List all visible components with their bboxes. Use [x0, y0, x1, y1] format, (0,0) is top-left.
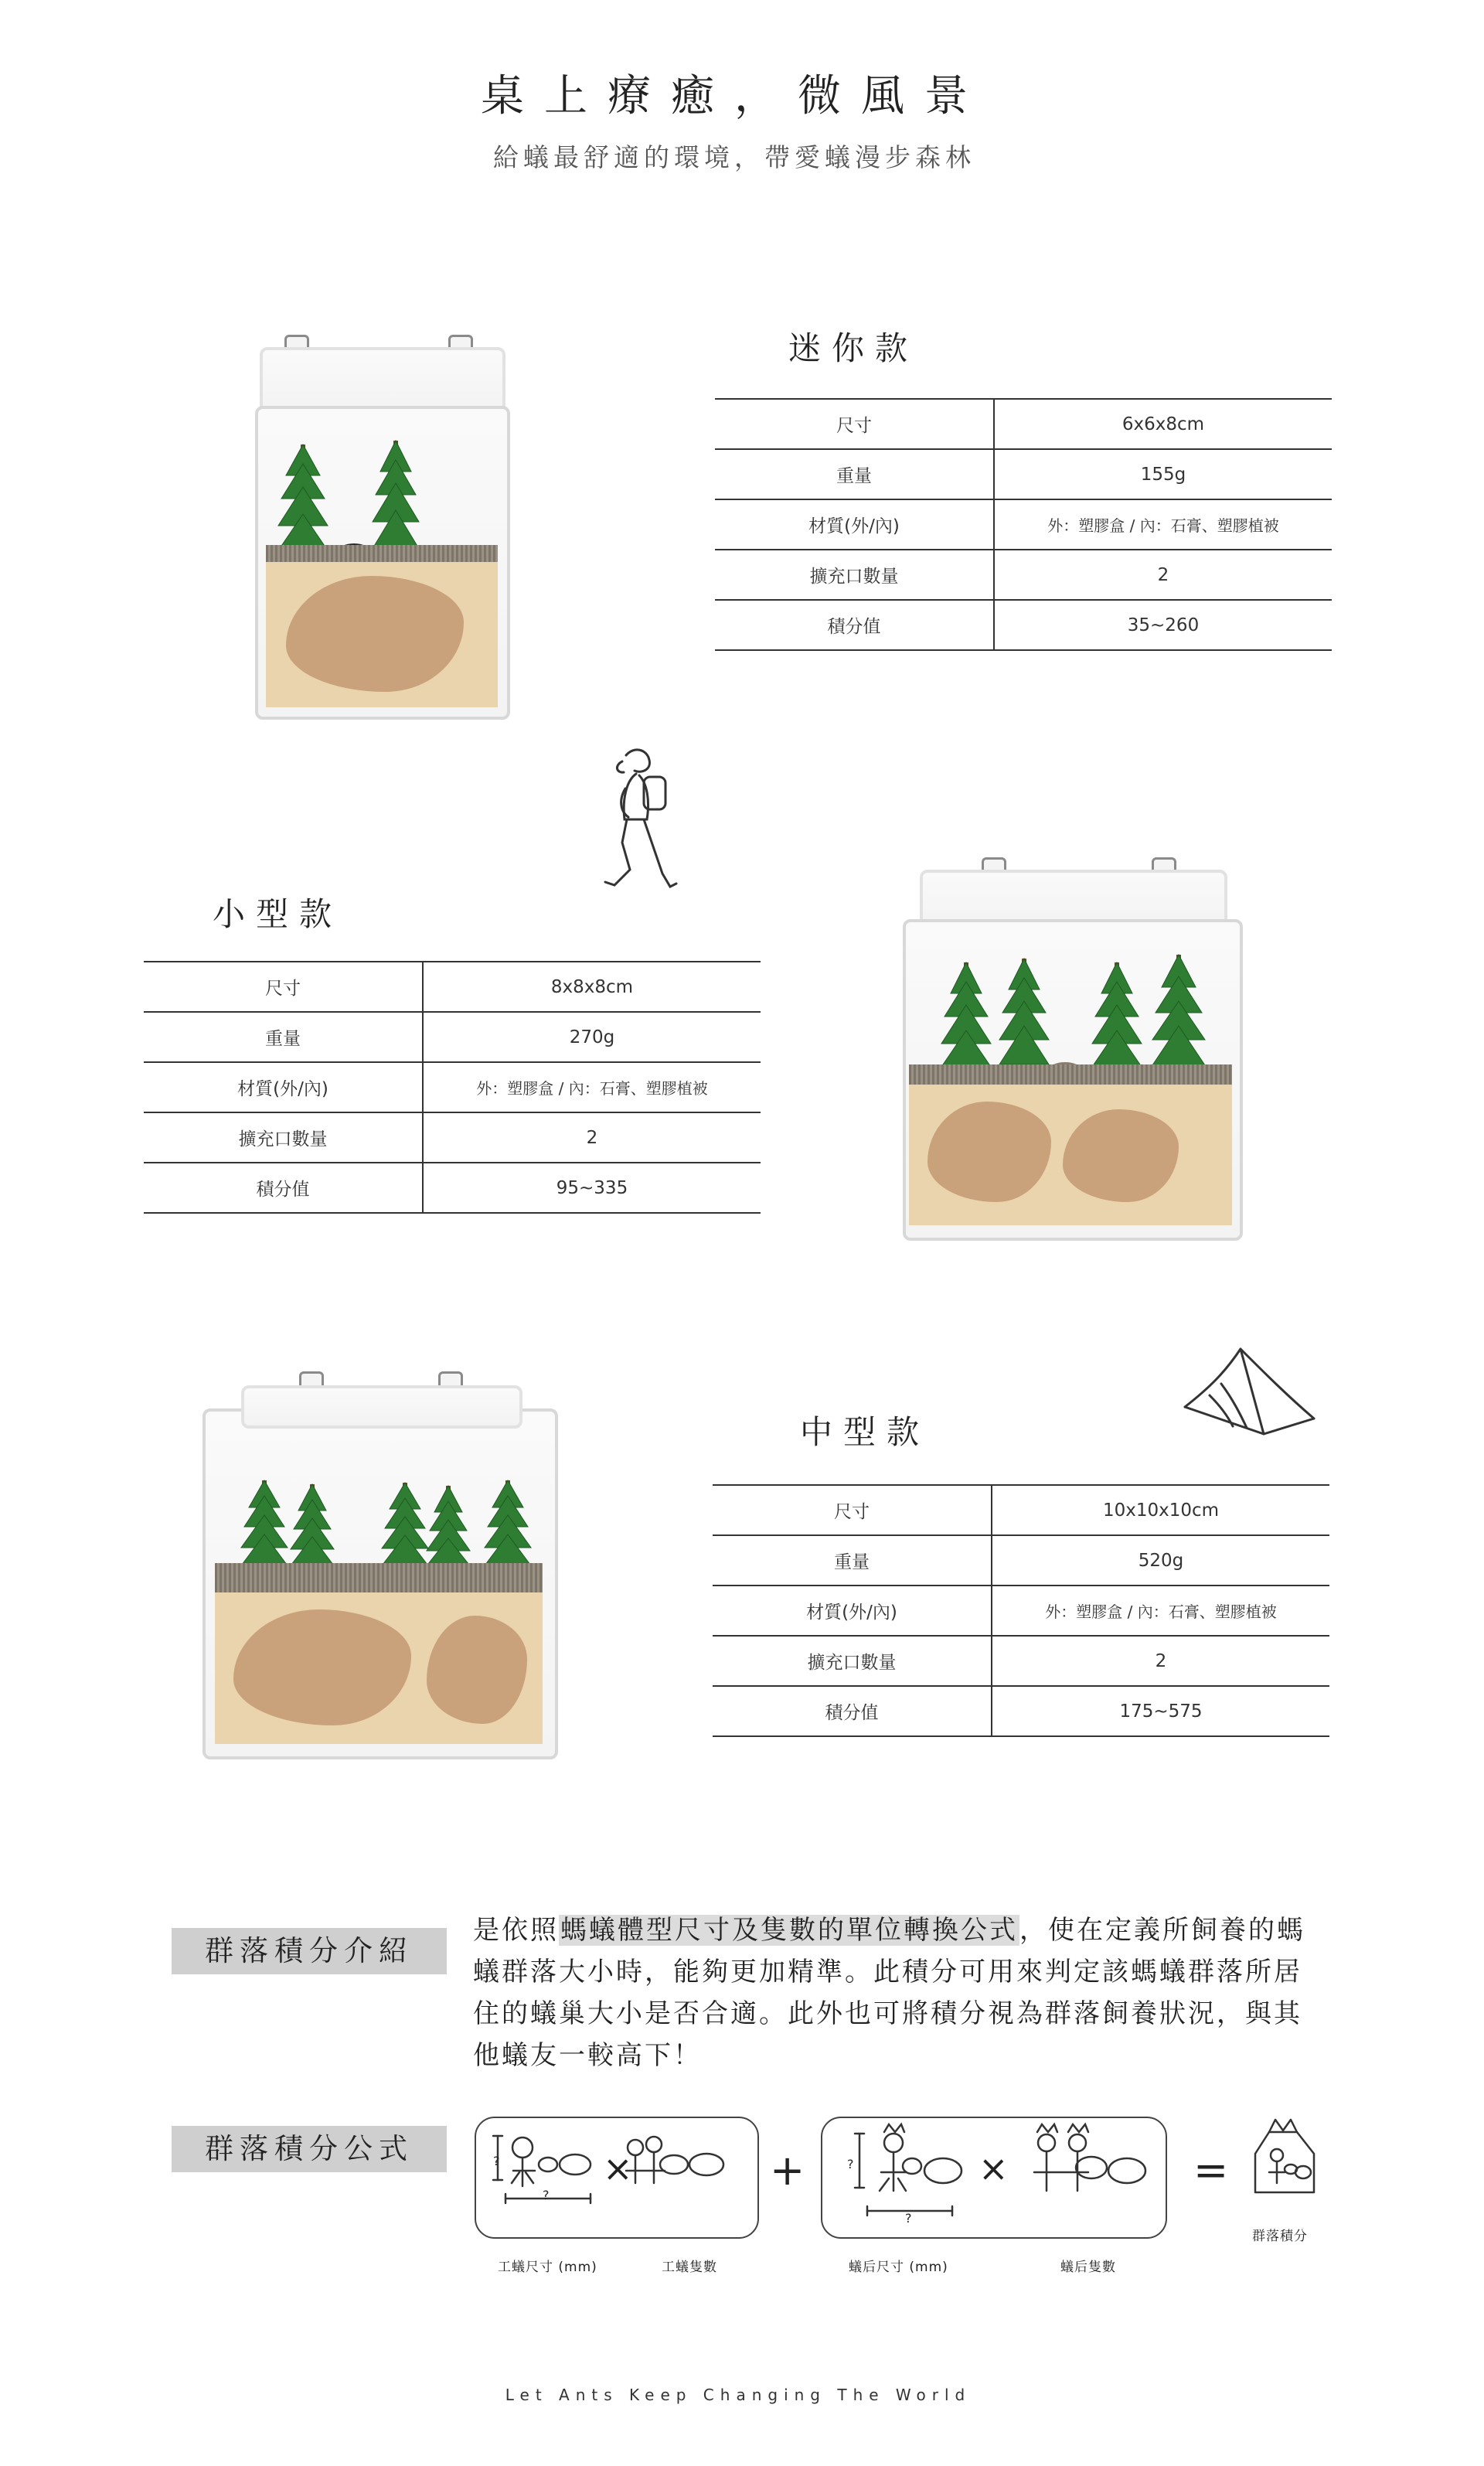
page-subtitle: 給蟻最舒適的環境，帶愛蟻漫步森林	[493, 142, 975, 172]
plus-operator: +	[770, 2146, 805, 2195]
table-row: 尺寸 8x8x8cm	[144, 962, 761, 1012]
medium-terrarium-photo	[203, 1368, 558, 1763]
table-row: 材質(外/內) 外：塑膠盒 / 內：石膏、塑膠植被	[144, 1062, 761, 1112]
tent-illustration	[1179, 1341, 1322, 1442]
hiker-illustration	[599, 746, 684, 904]
worker-size-unknown-v: ?	[493, 2154, 500, 2168]
table-row: 擴充口數量 2	[713, 1636, 1329, 1686]
worker-size-label: 工蟻尺寸 (mm)	[498, 2260, 597, 2275]
table-row: 積分值 35~260	[715, 600, 1332, 650]
table-row: 擴充口數量 2	[715, 550, 1332, 600]
table-row: 尺寸 10x10x10cm	[713, 1485, 1329, 1535]
spec-table-medium	[713, 1484, 1329, 1737]
score-intro-highlight: 螞蟻體型尺寸及隻數的單位轉換公式	[560, 1915, 1018, 1946]
product-name-medium: 中型款	[800, 1413, 931, 1451]
product-name-small: 小型款	[213, 895, 343, 933]
score-intro-label: 群落積分介紹	[172, 1928, 447, 1974]
worker-count-label: 工蟻隻數	[662, 2260, 717, 2275]
times-operator-1: ×	[603, 2148, 633, 2189]
table-row: 積分值 175~575	[713, 1686, 1329, 1736]
queen-size-label: 蟻后尺寸 (mm)	[849, 2260, 948, 2275]
table-row: 重量 155g	[715, 449, 1332, 499]
queen-count-label: 蟻后隻數	[1060, 2260, 1116, 2275]
equals-operator: =	[1193, 2146, 1229, 2195]
table-row: 材質(外/內) 外：塑膠盒 / 內：石膏、塑膠植被	[715, 499, 1332, 550]
table-row: 重量 270g	[144, 1012, 761, 1062]
page-title: 桌上療癒，微風景	[481, 71, 988, 121]
times-operator-2: ×	[979, 2148, 1009, 2189]
table-row: 材質(外/內) 外：塑膠盒 / 內：石膏、塑膠植被	[713, 1586, 1329, 1636]
score-intro-text: 是依照螞蟻體型尺寸及隻數的單位轉換公式，使在定義所飼養的螞蟻群落大小時，能夠更加精準。此積分可用來判定該螞蟻群落所居住的蟻巢大小是否合適。此外也可將積分視為群落飼養狀況，與其他蟻友一較高下！	[473, 1915, 1305, 2071]
mini-terrarium-photo	[255, 329, 510, 719]
queen-size-unknown-h: ?	[905, 2211, 912, 2226]
small-terrarium-photo	[897, 854, 1244, 1245]
table-row: 重量 520g	[713, 1535, 1329, 1586]
product-name-mini: 迷你款	[788, 329, 919, 367]
spec-table-small	[144, 961, 761, 1214]
colony-score-icon	[1246, 2115, 1323, 2208]
footer-slogan: Let Ants Keep Changing The World	[505, 2386, 972, 2404]
table-row: 積分值 95~335	[144, 1163, 761, 1213]
score-formula-label: 群落積分公式	[172, 2126, 447, 2172]
worker-size-unknown-h: ?	[543, 2188, 550, 2202]
spec-table-mini	[715, 398, 1332, 651]
result-label: 群落積分	[1252, 2229, 1308, 2244]
queen-size-unknown-v: ?	[847, 2157, 854, 2171]
table-row: 擴充口數量 2	[144, 1112, 761, 1163]
table-row: 尺寸 6x6x8cm	[715, 399, 1332, 449]
